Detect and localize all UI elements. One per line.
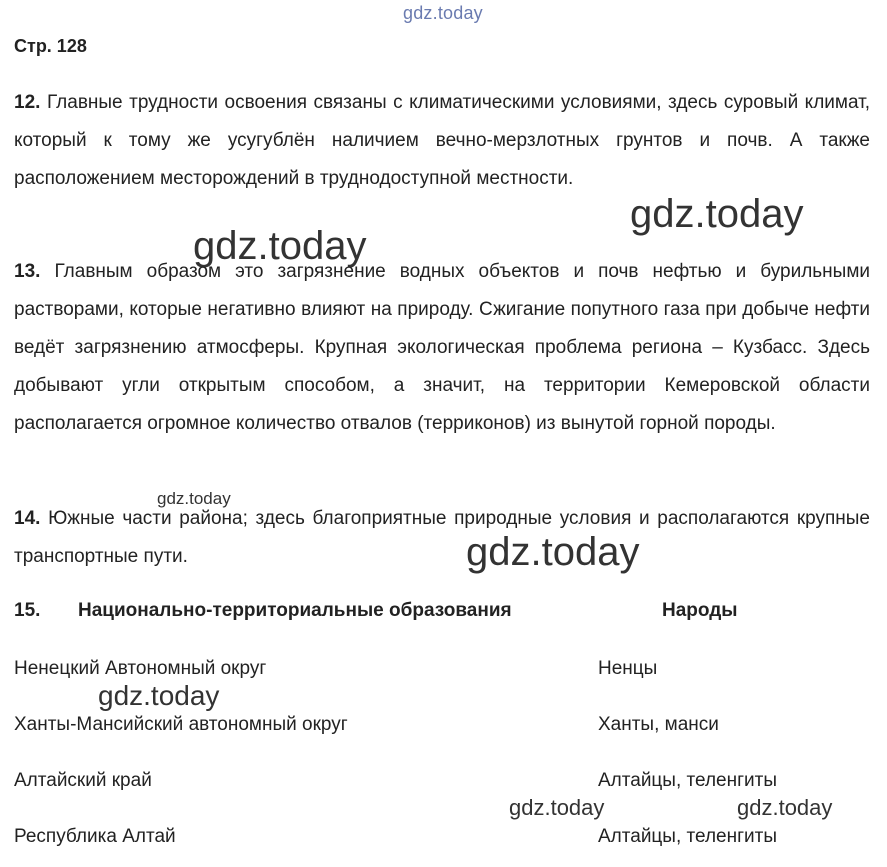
table-row-people: Ненцы (598, 658, 658, 679)
answer-14 (14, 500, 870, 576)
answer-number: 14. (14, 508, 41, 529)
answer-number: 13. (14, 261, 41, 282)
answer-text: Главным образом это загрязнение водных объектов и почв нефтью и бурильными растворами, которые негативно влияют на природу. Сжигание попутного газа при добыче нефти ведёт загрязнению атмосферы. Крупная экологическая проблема региона – Кузбасс. Здесь добывают угли открытым способом, а значит, на территории Кемеровской области располагается огромное количество отвалов (терриконов) из вынутой горной породы. (14, 261, 870, 434)
answer-text: Южные части района; здесь благоприятные природные условия и располагаются крупные транспортные пути. (14, 508, 870, 567)
table-number: 15. (14, 600, 41, 621)
table-row-people: Ханты, манси (598, 714, 719, 735)
watermark: gdz.today (98, 680, 220, 711)
answer-number: 12. (14, 92, 41, 113)
watermark: gdz.today (193, 224, 367, 268)
table-row-region: Ненецкий Автономный округ (14, 658, 267, 679)
watermark: gdz.today (737, 795, 833, 820)
watermark: gdz.today (157, 489, 231, 508)
table-row-region: Ханты-Мансийский автономный округ (14, 714, 348, 735)
table-row-region: Республика Алтай (14, 826, 176, 847)
table-row-region: Алтайский край (14, 770, 152, 791)
table-row-people: Алтайцы, теленгиты (598, 770, 777, 791)
page-title: Стр. 128 (14, 36, 87, 56)
watermark: gdz.today (630, 192, 804, 236)
column-header-peoples: Народы (662, 600, 738, 621)
watermark: gdz.today (466, 530, 640, 574)
table-row-people: Алтайцы, теленгиты (598, 826, 777, 847)
watermark: gdz.today (509, 795, 605, 820)
answer-13 (14, 253, 870, 443)
answer-12 (14, 84, 870, 198)
watermark-top: gdz.today (403, 3, 483, 23)
column-header-regions: Национально-территориальные образования (78, 600, 512, 621)
answer-text: Главные трудности освоения связаны с климатическими условиями, здесь суровый климат, который к тому же усугублён наличием вечно-мерзлотных грунтов и почв. А также расположением месторождений в труднодоступной местности. (14, 92, 870, 189)
